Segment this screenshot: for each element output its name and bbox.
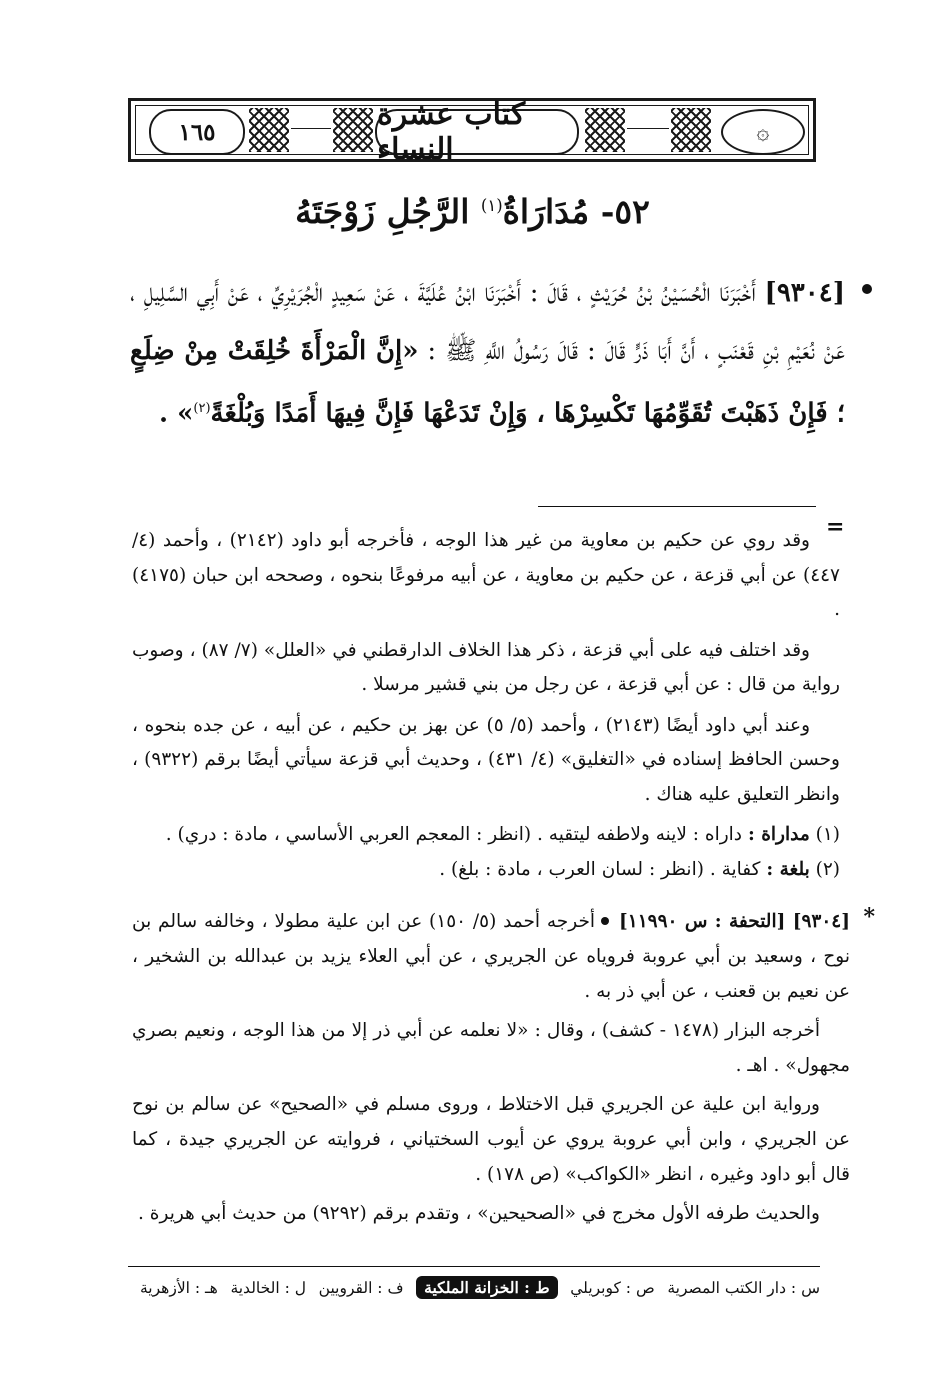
continued-note: وقد اختلف فيه على أبي قزعة ، ذكر هذا الخلاف الدارقطني في «العلل» (٧/ ٨٧) ، وصوب رواية من قال : عن أبي قزعة ، عن رجل من بني قشير مرسلا .	[132, 639, 840, 695]
book-title: كتاب عشرة النساء	[377, 97, 526, 167]
running-header	[128, 97, 816, 167]
manuscript-legend	[140, 1276, 820, 1299]
footnote-ref-2: (٢)	[193, 401, 211, 416]
legend-rule	[128, 1266, 820, 1267]
footnote-separator	[538, 506, 816, 507]
takhrij-ref: [٩٣٠٤] [التحفة : س ١١٩٩٠]	[619, 911, 850, 932]
footnote-1: (١) مداراة : داراه : لاينه ولاطفه ليتقيه . (انظر : المعجم العربي الأساسي ، مادة : دري) .	[165, 824, 840, 845]
footnotes-area	[132, 524, 840, 887]
legend-item: ف : القرويين	[318, 1278, 404, 1297]
hadith-bullet-icon	[862, 284, 872, 294]
star-icon: *	[863, 904, 875, 930]
legend-item-highlight: ط : الخزانة الملكية	[416, 1276, 557, 1299]
footnote-ref-1: (١)	[480, 196, 503, 215]
legend-item: ل : الخالدية	[230, 1278, 307, 1297]
hadith-number: [٩٣٠٤]	[764, 278, 845, 308]
hadith-matn: «إِنَّ الْمَرْأَةَ خُلِقَتْ مِنْ ضِلَعٍ ؛ فَإِنْ ذَهَبْتَ تُقَوِّمُهَا تَكْسِرْهَا ، وَإِنْ تَدَعْهَا فَإِنَّ فِيهَا أَمَدًا وَبُلْغَةً	[130, 336, 845, 429]
continued-note: وقد روي عن حكيم بن معاوية من غير هذا الوجه ، فأخرجه أبو داود (٢١٤٢) ، وأحمد (٤/ ٤٤٧) عن أبي قزعة ، عن حكيم بن معاوية ، عن أبيه مرفوعًا بنحوه ، وصححه ابن حبان (٤١٧٥) .	[132, 530, 840, 620]
continued-note: وعند أبي داود أيضًا (٢١٤٣) ، وأحمد (٥/ ٥) عن بهز بن حكيم ، عن أبيه ، عن جده بنحوه ، وحسن الحافظ إسناده في «التغليق» (٤/ ٤٣١) ، وحديث أبي قزعة سيأتي أيضًا برقم (٩٣٢٢) ، وانظر التعليق عليه هناك .	[132, 714, 840, 805]
hadith-isnad: أَخْبَرَنَا الْحُسَيْنُ بْنُ حُرَيْثٍ ، قَالَ : أَخْبَرَنَا ابْنُ عُلَيَّةَ ، عَنْ سَعِيدٍ الْجُرَيْرِيِّ ، عَنْ أَبِي السَّلِيلِ ، عَنْ نُعَيْمِ بْنِ قَعْنَبٍ ، أَنَّ أَبَا ذَرٍّ قَالَ : قَالَ رَسُولُ اللَّهِ ﷺ :	[130, 278, 845, 366]
takhrij-paragraph: أخرجه البزار (١٤٧٨ - كشف) ، وقال : «لا نعلمه عن أبي ذر إلا من هذا الوجه ، ونعيم بصري مجهول» . اهـ .	[132, 1020, 850, 1076]
footnote-2: (٢) بلغة : كفاية . (انظر : لسان العرب ، مادة : بلغ) .	[439, 858, 840, 880]
calligraphy-seal-icon: ۞	[756, 119, 770, 145]
hadith-text: [٩٣٠٤] أَخْبَرَنَا الْحُسَيْنُ بْنُ حُرَيْثٍ ، قَالَ : أَخْبَرَنَا ابْنُ عُلَيَّةَ ، عَنْ سَعِيدٍ الْجُرَيْرِيِّ ، عَنْ أَبِي السَّلِيلِ ، عَنْ نُعَيْمِ بْنِ قَعْنَبٍ ، أَنَّ أَبَا ذَرٍّ قَالَ : قَالَ رَسُولُ اللَّهِ ﷺ : «إِنَّ الْمَرْأَةَ خُلِقَتْ مِنْ ضِلَعٍ ؛ فَإِنْ ذَهَبْتَ تُقَوِّمُهَا تَكْسِرْهَا ، وَإِنْ تَدَعْهَا فَإِنَّ فِيهَا أَمَدًا وَبُلْغَةً$^{(٢)}$» .	[130, 278, 845, 429]
bullet-icon	[601, 917, 609, 925]
takhrij-first: [٩٣٠٤] [التحفة : س ١١٩٩٠]أخرجه أحمد (٥/ ١٥٠) عن ابن علية مطولا ، وخالفه سالم بن نوح ، وسعيد بن أبي عروبة فروياه عن الجريري ، عن أبي العلاء يزيد بن عبدالله بن الشخير ، عن نعيم بن قعنب ، عن أبي ذر به .	[132, 911, 850, 1002]
legend-item: ص : كوبريلي	[570, 1278, 655, 1297]
lattice-ornament-right	[671, 108, 711, 152]
page-number: ١٦٥	[178, 118, 216, 146]
title-cartouche	[375, 97, 579, 167]
chapter-title: ٥٢- مُدَارَاةُ$^{(١)}$ الرَّجُلِ زَوْجَتَهُ	[295, 192, 650, 231]
continuation-mark: =	[826, 514, 845, 540]
ornament-rule	[627, 128, 669, 129]
legend-item: س : دار الكتب المصرية	[667, 1278, 820, 1297]
takhrij-paragraph: ورواية ابن علية عن الجريري قبل الاختلاط ، وروى مسلم في «الصحيح» عن سالم بن نوح عن الجريري ، وابن أبي عروبة يروي عن أيوب السختياني ، فروايته عن الجريري جيدة ، كما قال أبو داود وغيره ، انظر «الكواكب» (ص ١٧٨) .	[132, 1094, 850, 1185]
lattice-ornament-left	[249, 108, 289, 152]
lattice-ornament-mid-left	[333, 108, 373, 152]
ornament-rule	[291, 128, 331, 129]
lattice-ornament-mid-right	[585, 108, 625, 152]
takhrij-text	[132, 904, 850, 1235]
legend-item: هـ : الأزهرية	[140, 1278, 218, 1297]
page-number-cartouche	[149, 109, 245, 155]
takhrij-paragraph: والحديث طرفه الأول مخرج في «الصحيحين» ، وتقدم برقم (٩٢٩٢) من حديث أبي هريرة .	[138, 1203, 820, 1224]
seal-logo	[721, 109, 805, 155]
